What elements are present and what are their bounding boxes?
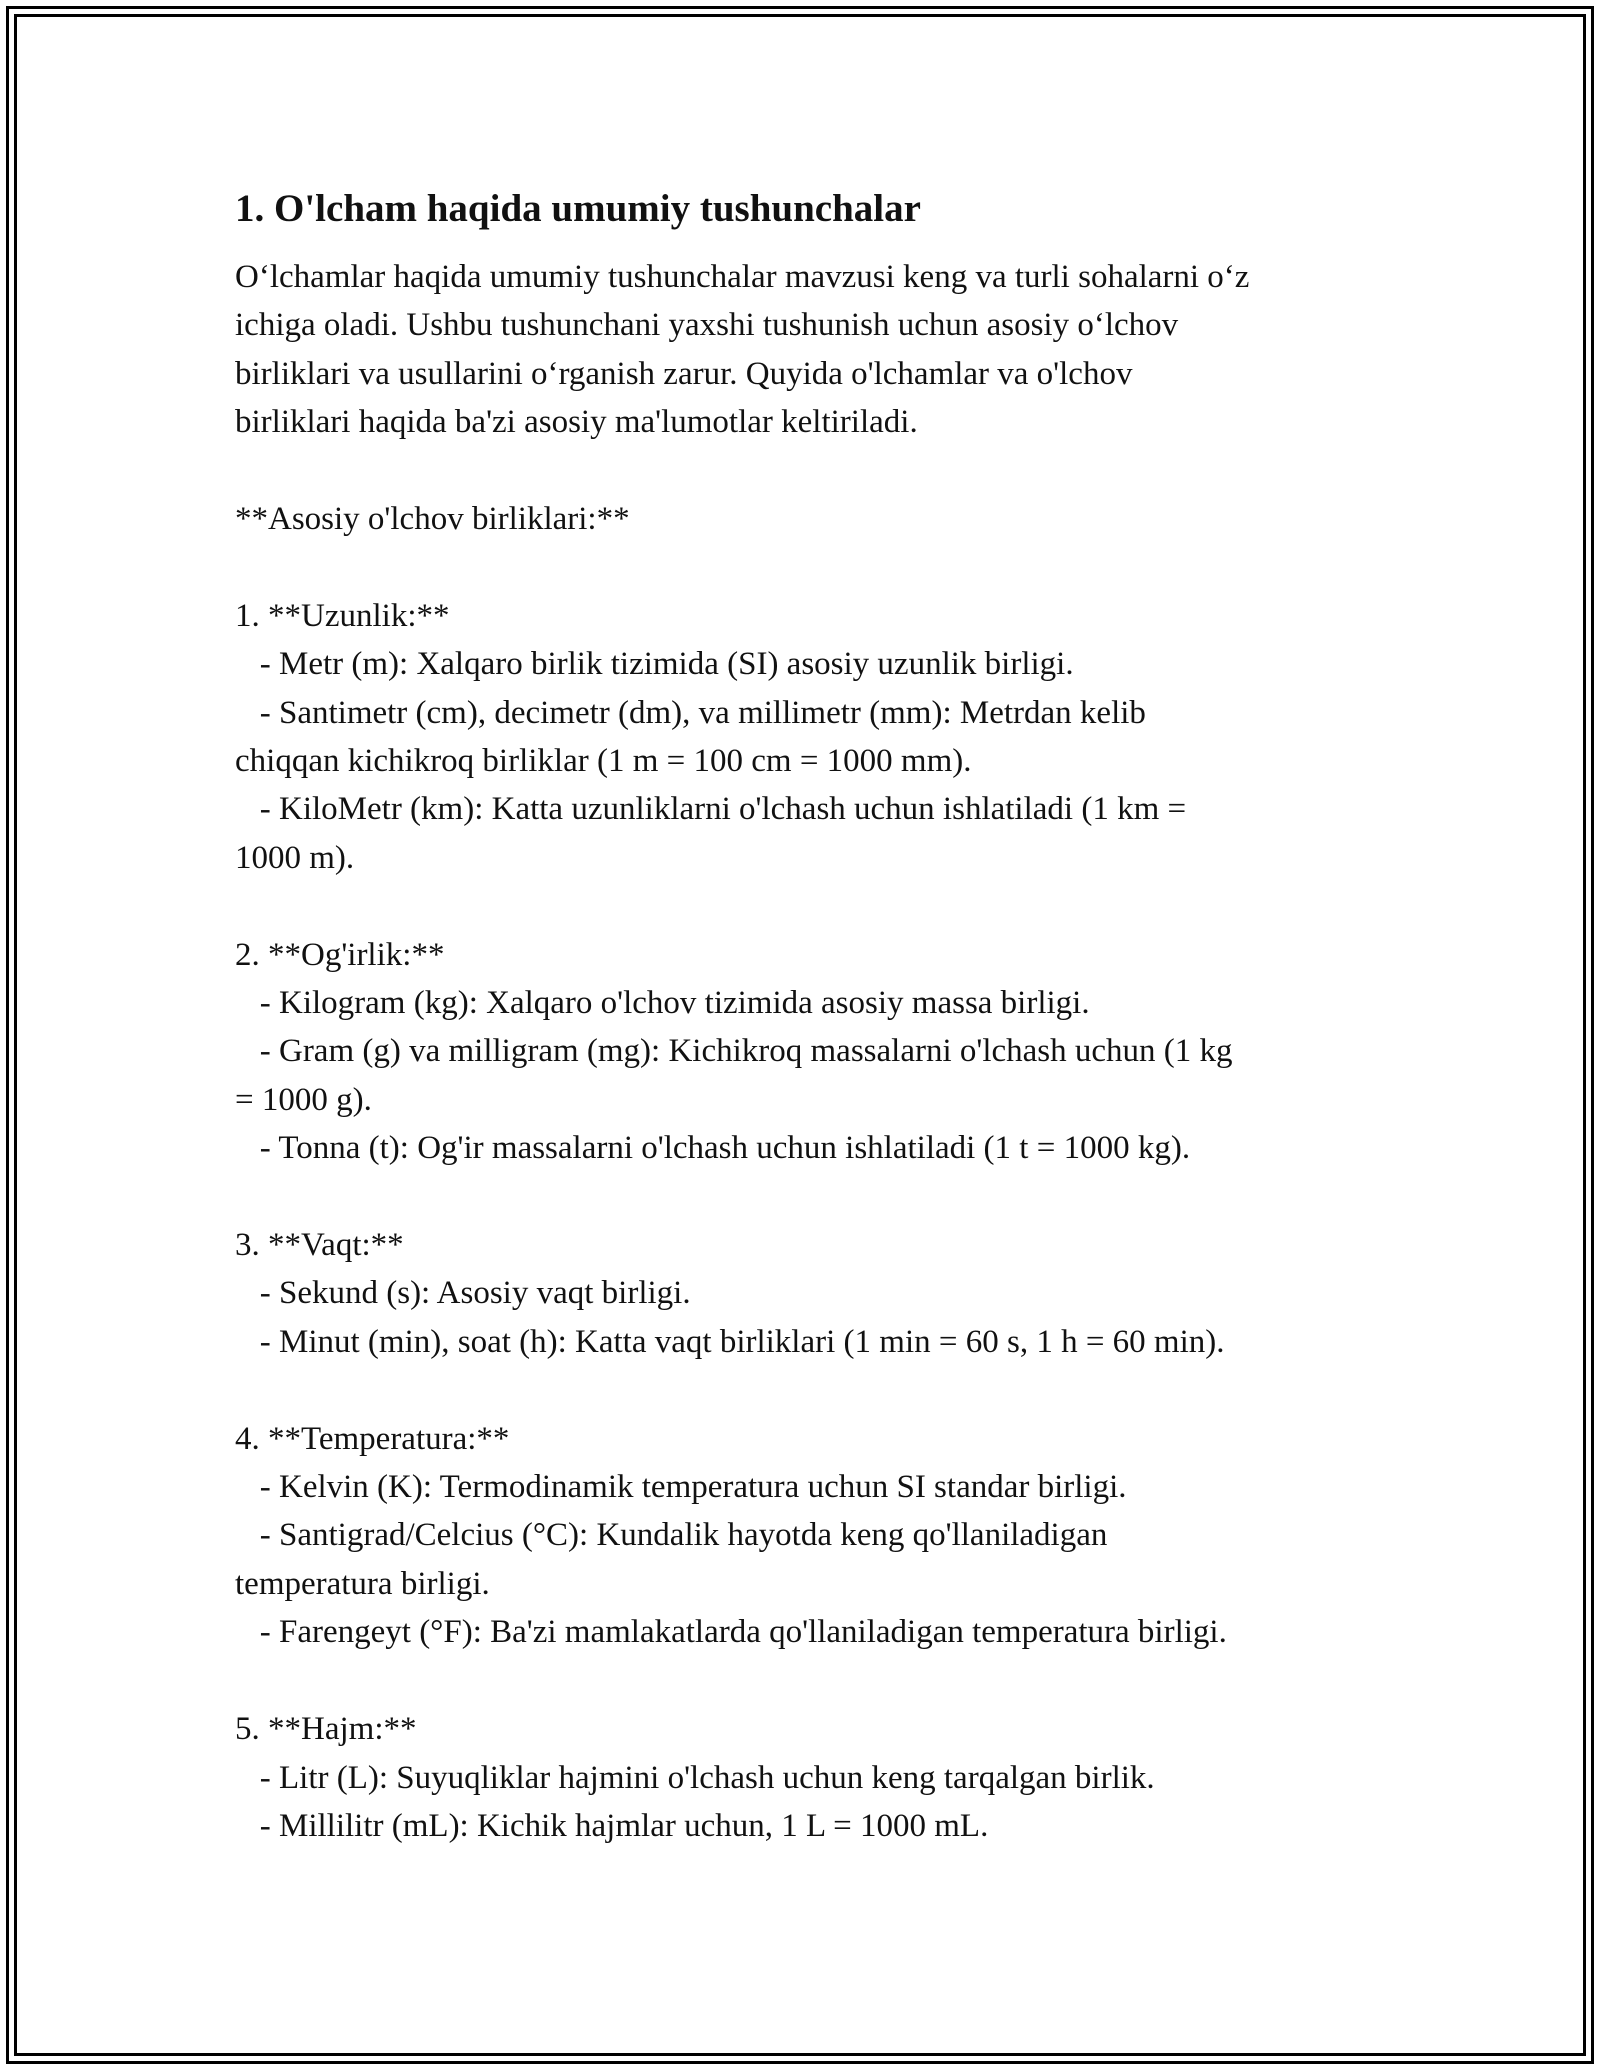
text-line: 2. **Og'irlik:** [235,936,445,973]
text-line: 4. **Temperatura:** [235,1420,510,1457]
text-line: - Minut (min), soat (h): Katta vaqt birliklari (1 min = 60 s, 1 h = 60 min). [235,1323,1225,1360]
blank-line [235,543,1375,591]
document-title: 1. O'lcham haqida umumiy tushunchalar [235,187,921,230]
text-line: 3. **Vaqt:** [235,1227,404,1264]
text-line: - Litr (L): Suyuqliklar hajmini o'lchash uchun keng tarqalgan birlik. [235,1759,1155,1796]
text-line: O‘lchamlar haqida umumiy tushunchalar mavzusi keng va turli sohalarni o‘z [235,259,1250,295]
text-line: - KiloMetr (km): Katta uzunliklarni o'lchash uchun ishlatiladi (1 km = [235,791,1187,828]
text-line: chiqqan kichikroq birliklar (1 m = 100 cm = 1000 mm). [235,743,972,780]
text-line: - Kilogram (kg): Xalqaro o'lchov tizimida asosiy massa birligi. [235,985,1090,1022]
document-body [235,253,1375,1850]
text-line: - Metr (m): Xalqaro birlik tizimida (SI) asosiy uzunlik birligi. [235,646,1074,683]
text-line: 5. **Hajm:** [235,1711,417,1748]
text-line: ichiga oladi. Ushbu tushunchani yaxshi tushunish uchun asosiy o‘lchov [235,307,1179,344]
text-line: birliklari haqida ba'zi asosiy ma'lumotlar keltiriladi. [235,404,918,441]
text-line: 1000 m). [235,839,355,876]
blank-line [235,1657,1375,1705]
blank-line [235,447,1375,495]
blank-line [235,1173,1375,1221]
text-line: = 1000 g). [235,1081,372,1118]
blank-line [235,1366,1375,1414]
text-line: - Gram (g) va milligram (mg): Kichikroq massalarni o'lchash uchun (1 kg [235,1033,1233,1070]
text-line: - Kelvin (K): Termodinamik temperatura uchun SI standar birligi. [235,1469,1127,1506]
text-line: - Millilitr (mL): Kichik hajmlar uchun, 1 L = 1000 mL. [235,1807,989,1844]
text-line: 1. **Uzunlik:** [235,597,450,634]
text-line: - Santigrad/Celcius (°C): Kundalik hayotda keng qo'llaniladigan [235,1517,1108,1554]
text-line: temperatura birligi. [235,1565,490,1602]
text-line: - Farengeyt (°F): Ba'zi mamlakatlarda qo'llaniladigan temperatura birligi. [235,1614,1227,1651]
text-line: - Santimetr (cm), decimetr (dm), va millimetr (mm): Metrdan kelib [235,694,1146,731]
text-line: - Tonna (t): Og'ir massalarni o'lchash uchun ishlatiladi (1 t = 1000 kg). [235,1130,1191,1167]
text-line: birliklari va usullarini o‘rganish zarur. Quyida o'lchamlar va o'lchov [235,355,1133,392]
text-line: **Asosiy o'lchov birliklari:** [235,501,630,538]
document-content [235,185,1375,1850]
blank-line [235,882,1375,930]
text-line: - Sekund (s): Asosiy vaqt birligi. [235,1275,691,1312]
